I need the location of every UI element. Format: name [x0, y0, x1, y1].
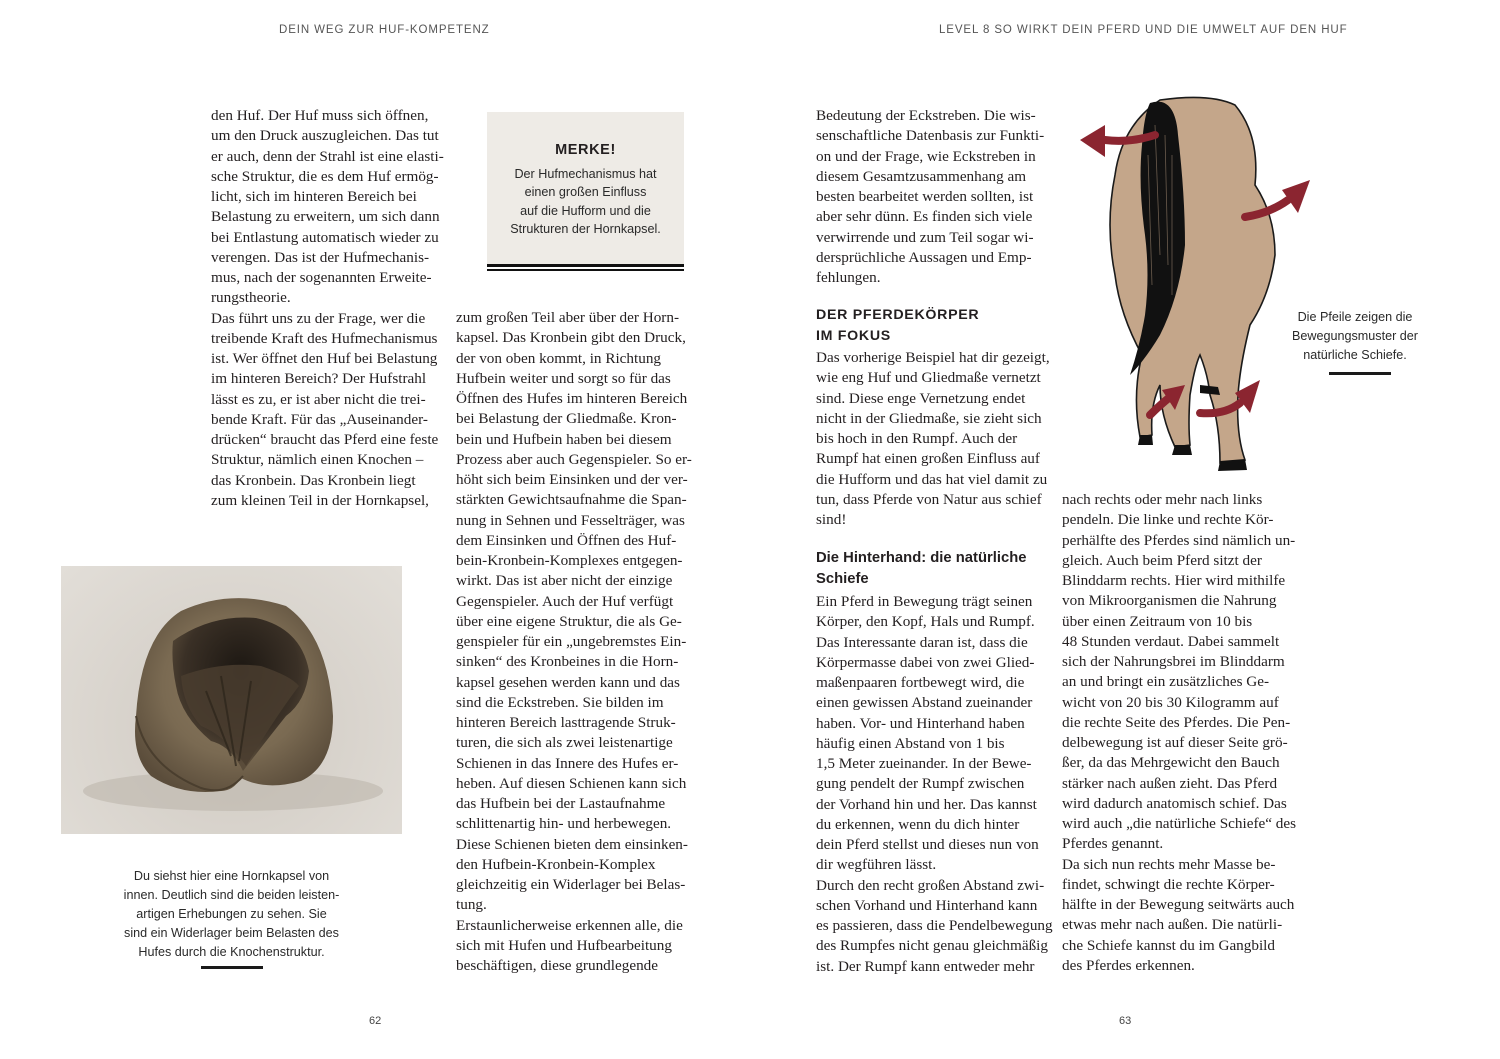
text-line: des Pferdes erkennen. [1062, 956, 1195, 974]
text-line: wird dadurch anatomisch schief. Das [1062, 794, 1287, 812]
text-line: gleich. Auch beim Pferd sitzt der [1062, 551, 1262, 569]
text-line: Strukturen der Hornkapsel. [510, 221, 661, 236]
text-line: über eine eigene Struktur, die als Ge- [456, 612, 682, 630]
text-line: treibende Kraft des Hufmechanismus [211, 329, 438, 347]
page-number-left: 62 [369, 1015, 382, 1027]
right-column-1-sub [816, 592, 1053, 977]
text-line: diesem Gesamtzusammenhang am [816, 167, 1027, 185]
page-number-right: 63 [1119, 1015, 1132, 1027]
text-line: bein-Kronbein-Komplexes entgegen- [456, 552, 683, 569]
text-line: Das Interessante daran ist, dass die [816, 633, 1028, 651]
text-line: artigen Erhebungen zu sehen. Sie [136, 907, 327, 921]
text-line: Pferdes genannt. [1062, 835, 1164, 853]
text-line: die Hufform und das hat viel damit zu [816, 470, 1048, 488]
text-line: etwas mehr nach außen. Die natürli- [1062, 916, 1283, 934]
text-line: im hinteren Bereich? Der Hufstrahl [211, 370, 427, 388]
text-line: Körper, den Kopf, Hals und Rumpf. [816, 613, 1035, 631]
text-line: schen Vorhand und Hinterhand kann [816, 896, 1038, 914]
text-line: 48 Stunden verdaut. Dabei sammelt [1062, 632, 1280, 650]
text-line: wie eng Huf und Gliedmaße vernetzt [816, 369, 1041, 387]
text-line: Diese Schienen bieten dem einsinken- [456, 835, 688, 853]
text-line: maßenpaaren fortbewegt wird, die [816, 674, 1025, 691]
text-line: bei Belastung der Gliedmaße. Kron- [456, 410, 677, 428]
text-line: rungstheorie. [211, 289, 291, 307]
text-line: der Vorhand hin und her. Das kannst [816, 795, 1037, 813]
text-line: bis hoch in den Rumpf. Auch der [816, 430, 1018, 447]
text-line: auf die Hufform und die [520, 203, 651, 218]
left-column-2 [456, 308, 692, 976]
text-line: Du siehst hier eine Hornkapsel von [133, 869, 330, 883]
text-line: stärker nach außen zieht. Das Pferd [1062, 774, 1278, 792]
text-line: zum kleinen Teil in der Hornkapsel, [211, 491, 429, 509]
text-line: das Hufbein bei der Lastaufnahme [456, 795, 666, 812]
text-line: hälfte in der Bewegung seitwärts auch [1062, 896, 1295, 913]
text-line: verwirrende und zum Teil sogar wi- [816, 228, 1034, 246]
right-column-1-intro [816, 106, 1044, 288]
text-line: verengen. Das ist der Hufmechanis- [211, 248, 430, 266]
text-line: Hufes durch die Knochenstruktur. [138, 945, 325, 959]
text-line: Belastung zu erweitern, um sich dann [211, 208, 440, 226]
text-line: ist. Wer öffnet den Huf bei Belastung [211, 350, 438, 367]
text-line: dein Pferd stellst und dieses nun von [816, 836, 1039, 853]
text-line: on und der Frage, wie Eckstreben in [816, 147, 1036, 165]
text-line: es passieren, dass die Pendelbewegung [816, 917, 1053, 934]
hoof-icon [1138, 435, 1153, 445]
section-heading [816, 305, 979, 346]
text-line: zum großen Teil aber über der Horn- [456, 309, 680, 326]
text-line: Schiefe [816, 570, 869, 587]
text-line: die rechte Seite des Pferdes. Die Pen- [1062, 713, 1291, 731]
text-line: Prozess aber auch Gegenspieler. So er- [456, 450, 692, 468]
text-line: Der Hufmechanismus hat [514, 167, 657, 181]
text-line: Gegenspieler. Auch der Huf verfügt [456, 592, 674, 610]
text-line: Blinddarm rechts. Hier wird mithilfe [1062, 572, 1286, 589]
text-line: des Rumpfes nicht genau gleichmäßig [816, 937, 1048, 955]
text-line: Die Pfeile zeigen die [1297, 310, 1413, 324]
text-line: pendeln. Die linke und rechte Kör- [1062, 511, 1274, 529]
text-line: dir wegführen lässt. [816, 856, 937, 874]
text-line: besten bearbeitet werden sollten, ist [816, 188, 1034, 205]
text-line: aber sehr dünn. Es finden sich viele [816, 208, 1033, 226]
running-head-left: DEIN WEG ZUR HUF-KOMPETENZ [279, 24, 490, 36]
running-head-right: LEVEL 8 SO WIRKT DEIN PFERD UND DIE UMWELT AUF DEN HUF [939, 24, 1348, 36]
illustration-caption [1280, 308, 1430, 365]
merke-box [487, 112, 684, 264]
text-line: tung. [456, 896, 487, 914]
text-line: DER PFERDEKÖRPER [816, 307, 980, 323]
text-line: Struktur, nämlich einen Knochen – [211, 451, 424, 469]
text-line: heben. Auf diesen Schienen kann sich [456, 774, 687, 792]
text-line: Hufbein weiter und sorgt so für das [456, 369, 671, 387]
hoof-capsule-photo [61, 566, 402, 834]
text-line: bei Entlastung automatisch wieder zu [211, 228, 439, 246]
merke-title: MERKE! [555, 142, 616, 158]
text-line: häufig einen Abstand von 1 bis [816, 734, 1005, 752]
text-line: drücken“ braucht das Pferd eine feste [211, 431, 439, 448]
text-line: der von oben kommt, in Richtung [456, 349, 662, 367]
text-line: gleichzeitig ein Widerlager bei Belas- [456, 876, 686, 893]
text-line: einen großen Einfluss [524, 185, 647, 200]
text-line: genspieler für ein „ungebremstes Ein- [456, 633, 687, 650]
text-line: che Schiefe kannst du im Gangbild [1062, 936, 1275, 954]
merke-divider [487, 264, 684, 271]
text-line: er auch, denn der Strahl ist eine elasti- [211, 147, 444, 165]
text-line: sinken“ des Kronbeines in die Horn- [456, 653, 679, 671]
text-line: Schienen in das Innere des Hufes er- [456, 754, 679, 772]
text-line: nach rechts oder mehr nach links [1062, 491, 1263, 508]
text-line: um den Druck auszugleichen. Das tut [211, 127, 439, 145]
text-line: sich mit Hufen und Hufbearbeitung [456, 936, 672, 954]
text-line: höht sich beim Einsinken und der ver- [456, 471, 688, 488]
text-line: senschaftliche Datenbasis zur Funkti- [816, 127, 1045, 145]
text-line: hinteren Bereich lasttragende Struk- [456, 714, 676, 731]
photo-caption [61, 867, 402, 962]
text-line: Da sich nun rechts mehr Masse be- [1062, 855, 1276, 873]
text-line: stärkten Gewichtsaufnahme die Span- [456, 491, 687, 509]
text-line: Das führt uns zu der Frage, wer die [211, 309, 426, 327]
text-line: Ein Pferd in Bewegung trägt seinen [816, 593, 1033, 610]
text-line: beschäftigen, diese grundlegende [456, 957, 658, 974]
text-line: sind! [816, 511, 847, 528]
text-line: kapsel gesehen werden kann und das [456, 673, 680, 691]
text-line: wirkt. Das ist aber nicht der einzige [456, 572, 673, 590]
text-line: Körpermasse dabei von zwei Glied- [816, 653, 1035, 671]
text-line: IM FOKUS [816, 327, 891, 344]
left-column-1 [211, 106, 444, 511]
text-line: an und bringt ein zusätzliches Ge- [1062, 673, 1270, 691]
caption-rule-right [1329, 372, 1391, 375]
right-column-2 [1062, 490, 1296, 976]
text-line: nung in Sehnen und Fesselträger, was [456, 511, 685, 529]
text-line: mus, nach der sogenannten Erweite- [211, 269, 432, 286]
text-line: den Huf. Der Huf muss sich öffnen, [211, 107, 429, 124]
text-line: perhälfte des Pferdes sind nämlich un- [1062, 531, 1296, 549]
text-line: dem Einsinken und Öffnen des Huf- [456, 531, 677, 549]
text-line: wird auch „die natürliche Schiefe“ des [1062, 815, 1297, 832]
text-line: Das vorherige Beispiel hat dir gezeigt, [816, 349, 1050, 366]
text-line: schlittenartig hin- und herbewegen. [456, 815, 672, 833]
text-line: Rumpf hat einen großen Einfluss auf [816, 450, 1040, 468]
text-line: nicht in der Gliedmaße, sie zieht sich [816, 409, 1042, 427]
text-line: sche Struktur, die es dem Huf ermög- [211, 167, 439, 185]
text-line: sind die Eckstreben. Sie bilden im [456, 693, 664, 711]
text-line: sich der Nahrungsbrei im Blinddarm [1062, 653, 1285, 670]
text-line: über einen Zeitraum von 10 bis [1062, 612, 1253, 630]
caption-rule-left [201, 966, 263, 969]
text-line: turen, die sich als zwei leistenartige [456, 734, 673, 752]
hoof-capsule-image [61, 566, 402, 834]
arrow-left-head-icon [1080, 125, 1105, 157]
text-line: ist. Der Rumpf kann entweder mehr [816, 957, 1035, 975]
text-line: Bewegungsmuster der [1291, 329, 1418, 343]
text-line: innen. Deutlich sind die beiden leisten- [123, 888, 340, 902]
text-line: gung pendelt der Rumpf zwischen [816, 775, 1025, 793]
text-line: sind. Diese enge Vernetzung endet [816, 389, 1026, 407]
subheading [816, 548, 1026, 589]
text-line: tun, dass Pferde von Natur aus schief [816, 490, 1042, 508]
text-line: wicht von 20 bis 30 Kilogramm auf [1062, 693, 1279, 711]
right-column-1-section [816, 348, 1050, 530]
text-line: sind ein Widerlager beim Belasten des [124, 926, 339, 940]
text-line: lässt es zu, er ist aber nicht die trei- [211, 390, 426, 408]
text-line: haben. Vor- und Hinterhand haben [816, 714, 1025, 732]
text-line: Bedeutung der Eckstreben. Die wis- [816, 107, 1036, 124]
text-line: delbewegung ist auf dieser Seite grö- [1062, 734, 1288, 751]
text-line: Öffnen des Hufes im hinteren Bereich [456, 390, 688, 407]
text-line: fehlungen. [816, 269, 881, 286]
text-line: Durch den recht großen Abstand zwi- [816, 876, 1045, 894]
text-line: dersprüchliche Aussagen und Emp- [816, 248, 1032, 266]
text-line: den Hufbein-Kronbein-Komplex [456, 855, 656, 873]
text-line: Erstaunlicherweise erkennen alle, die [456, 916, 683, 934]
text-line: von Mikroorganismen die Nahrung [1062, 592, 1277, 610]
hoof-icon [1172, 445, 1192, 455]
text-line: licht, sich im hinteren Bereich bei [211, 188, 417, 205]
text-line: du erkennen, wenn du dich hinter [816, 815, 1020, 833]
text-line: 1,5 Meter zueinander. In der Bewe- [816, 755, 1032, 772]
text-line: Die Hinterhand: die natürliche [816, 550, 1027, 566]
text-line: bein und Hufbein haben bei diesem [456, 430, 672, 448]
merke-text [487, 165, 684, 238]
horse-illustration [1060, 95, 1320, 475]
text-line: findet, schwingt die rechte Körper- [1062, 875, 1275, 893]
text-line: bende Kraft. Für das „Auseinander- [211, 410, 428, 428]
text-line: ßer, da das Mehrgewicht den Bauch [1062, 754, 1280, 772]
text-line: kapsel. Das Kronbein gibt den Druck, [456, 329, 686, 347]
text-line: natürliche Schiefe. [1303, 348, 1407, 362]
text-line: einen gewissen Abstand zueinander [816, 694, 1033, 712]
text-line: das Kronbein. Das Kronbein liegt [211, 471, 416, 489]
